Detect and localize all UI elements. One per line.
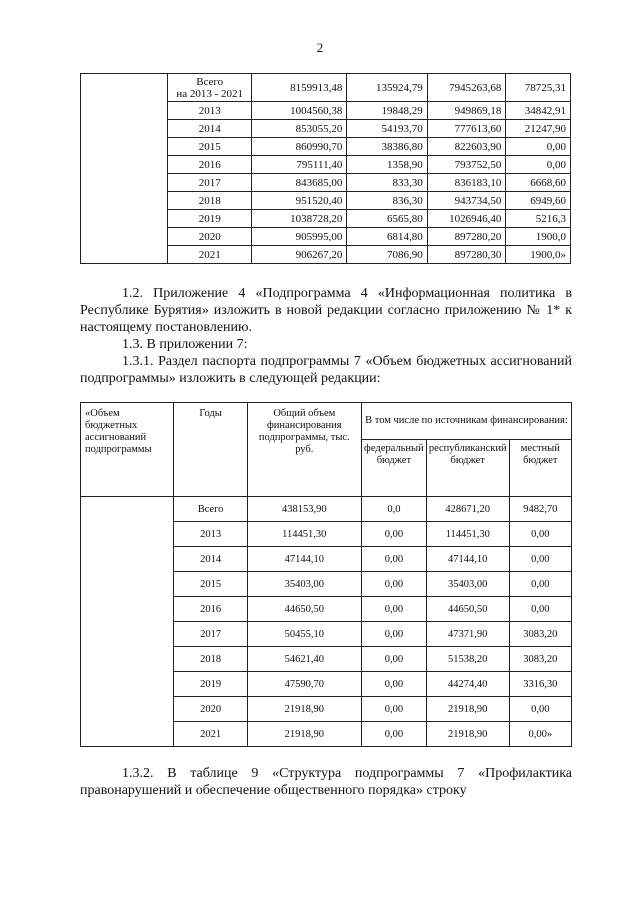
- table1-total-cell: 795111,40: [252, 156, 347, 174]
- table2-republic-cell: 35403,00: [426, 572, 509, 597]
- funding-table-continued: [80, 73, 571, 264]
- table2-total-cell: 21918,90: [247, 697, 361, 722]
- header-republic: республиканский бюджет: [426, 440, 509, 497]
- table1-local-cell: 1900,0: [506, 228, 571, 246]
- table1-total-cell: 8159913,48: [252, 74, 347, 102]
- page-number: 2: [316, 40, 324, 55]
- table1-federal-cell: 135924,79: [347, 74, 427, 102]
- table2-federal-cell: 0,00: [361, 522, 426, 547]
- table2-total-cell: 438153,90: [247, 497, 361, 522]
- paragraph-1-3-1: 1.3.1. Раздел паспорта подпрограммы 7 «Объем бюджетных ассигнований подпрограммы» изложить в следующей редакции:: [80, 354, 572, 386]
- table1-total-cell: 1038728,20: [252, 210, 347, 228]
- table1-local-cell: 1900,0»: [506, 246, 571, 264]
- table1-year-cell: 2020: [168, 228, 252, 246]
- table2-federal-cell: 0,00: [361, 722, 426, 747]
- table1-year-cell: 2016: [168, 156, 252, 174]
- table2-local-cell: 3083,20: [509, 622, 571, 647]
- table1-local-cell: 78725,31: [506, 74, 571, 102]
- table2-federal-cell: 0,00: [361, 672, 426, 697]
- table2-republic-cell: 21918,90: [426, 722, 509, 747]
- table2-total-cell: 54621,40: [247, 647, 361, 672]
- table2-total-cell: 50455,10: [247, 622, 361, 647]
- table2-federal-cell: 0,00: [361, 697, 426, 722]
- table1-year-cell: Всего на 2013 - 2021: [168, 74, 252, 102]
- table2-local-cell: 3316,30: [509, 672, 571, 697]
- table1-republic-cell: 793752,50: [427, 156, 506, 174]
- table2-federal-cell: 0,00: [361, 647, 426, 672]
- table2-republic-cell: 47144,10: [426, 547, 509, 572]
- table1-total-cell: 853055,20: [252, 120, 347, 138]
- table2-republic-cell: 44274,40: [426, 672, 509, 697]
- table2-republic-cell: 51538,20: [426, 647, 509, 672]
- table2-local-cell: 9482,70: [509, 497, 571, 522]
- table1-republic-cell: 777613,60: [427, 120, 506, 138]
- table2-federal-cell: 0,0: [361, 497, 426, 522]
- table1-republic-cell: 7945263,68: [427, 74, 506, 102]
- table2-republic-cell: 44650,50: [426, 597, 509, 622]
- table2-republic-cell: 114451,30: [426, 522, 509, 547]
- header-federal: федеральный бюджет: [361, 440, 426, 497]
- table1-label-cell: [81, 74, 168, 264]
- table1-federal-cell: 7086,90: [347, 246, 427, 264]
- table1-row: [81, 74, 571, 102]
- table2-year-cell: 2016: [174, 597, 247, 622]
- table2-federal-cell: 0,00: [361, 547, 426, 572]
- table1-local-cell: 34842,91: [506, 102, 571, 120]
- table1-total-cell: 905995,00: [252, 228, 347, 246]
- table2-republic-cell: 428671,20: [426, 497, 509, 522]
- table2-total-cell: 21918,90: [247, 722, 361, 747]
- table1-total-cell: 951520,40: [252, 192, 347, 210]
- table2-year-cell: 2021: [174, 722, 247, 747]
- table1-republic-cell: 897280,20: [427, 228, 506, 246]
- table1-republic-cell: 943734,50: [427, 192, 506, 210]
- table1-republic-cell: 949869,18: [427, 102, 506, 120]
- paragraph-1-2: 1.2. Приложение 4 «Подпрограмма 4 «Информационная политика в Республике Бурятия» изложить в новой редакции согласно приложению № 1* к настоящему постановлению.: [80, 286, 572, 335]
- table2-year-cell: 2013: [174, 522, 247, 547]
- table2-total-cell: 35403,00: [247, 572, 361, 597]
- table1-local-cell: 6668,60: [506, 174, 571, 192]
- table2-year-cell: 2017: [174, 622, 247, 647]
- table1-republic-cell: 836183,10: [427, 174, 506, 192]
- table1-local-cell: 5216,3: [506, 210, 571, 228]
- table1-year-cell: 2013: [168, 102, 252, 120]
- table1-year-cell: 2014: [168, 120, 252, 138]
- header-local: местный бюджет: [509, 440, 571, 497]
- table2-year-cell: 2014: [174, 547, 247, 572]
- table1-local-cell: 6949,60: [506, 192, 571, 210]
- table1-federal-cell: 6814,80: [347, 228, 427, 246]
- paragraph-1-3: 1.3. В приложении 7:: [122, 337, 248, 352]
- table2-federal-cell: 0,00: [361, 597, 426, 622]
- table2-total-cell: 47590,70: [247, 672, 361, 697]
- table2-label-cell: [81, 497, 174, 747]
- table1-republic-cell: 1026946,40: [427, 210, 506, 228]
- table1-year-cell: 2017: [168, 174, 252, 192]
- table1-federal-cell: 833,30: [347, 174, 427, 192]
- table2-year-cell: 2019: [174, 672, 247, 697]
- table2-total-cell: 44650,50: [247, 597, 361, 622]
- table2-federal-cell: 0,00: [361, 572, 426, 597]
- table1-year-cell: 2015: [168, 138, 252, 156]
- table2-year-cell: 2020: [174, 697, 247, 722]
- table2-local-cell: 0,00: [509, 597, 571, 622]
- table2-total-cell: 47144,10: [247, 547, 361, 572]
- table2-total-cell: 114451,30: [247, 522, 361, 547]
- table1-local-cell: 0,00: [506, 138, 571, 156]
- table2-local-cell: 0,00: [509, 522, 571, 547]
- paragraph-1-3-2: 1.3.2. В таблице 9 «Структура подпрограммы 7 «Профилактика правонарушений и обеспечение общественного порядка» строку: [80, 766, 572, 798]
- table1-total-cell: 843685,00: [252, 174, 347, 192]
- table2-year-cell: Всего: [174, 497, 247, 522]
- table1-federal-cell: 1358,90: [347, 156, 427, 174]
- table2-local-cell: 0,00»: [509, 722, 571, 747]
- table2-year-cell: 2015: [174, 572, 247, 597]
- table1-federal-cell: 38386,80: [347, 138, 427, 156]
- table1-year-cell: 2021: [168, 246, 252, 264]
- table1-federal-cell: 19848,29: [347, 102, 427, 120]
- table2-federal-cell: 0,00: [361, 622, 426, 647]
- table1-federal-cell: 54193,70: [347, 120, 427, 138]
- table2-republic-cell: 47371,90: [426, 622, 509, 647]
- table2-local-cell: 0,00: [509, 697, 571, 722]
- header-label: «Объем бюджетных ассигнований подпрограммы: [81, 403, 174, 497]
- table1-year-cell: 2018: [168, 192, 252, 210]
- table1-republic-cell: 822603,90: [427, 138, 506, 156]
- header-years: Годы: [174, 403, 247, 497]
- table1-local-cell: 0,00: [506, 156, 571, 174]
- table1-republic-cell: 897280,30: [427, 246, 506, 264]
- table2-local-cell: 3083,20: [509, 647, 571, 672]
- table2-local-cell: 0,00: [509, 547, 571, 572]
- table2-year-cell: 2018: [174, 647, 247, 672]
- table1-federal-cell: 836,30: [347, 192, 427, 210]
- table1-federal-cell: 6565,80: [347, 210, 427, 228]
- table2-row: [81, 497, 572, 522]
- table1-total-cell: 906267,20: [252, 246, 347, 264]
- table1-total-cell: 1004560,38: [252, 102, 347, 120]
- header-sources: В том числе по источникам финансирования:: [361, 403, 571, 440]
- table2-local-cell: 0,00: [509, 572, 571, 597]
- header-total: Общий объем финансирования подпрограммы, тыс. руб.: [247, 403, 361, 497]
- table1-year-cell: 2019: [168, 210, 252, 228]
- table1-total-cell: 860990,70: [252, 138, 347, 156]
- table1-local-cell: 21247,90: [506, 120, 571, 138]
- table2-republic-cell: 21918,90: [426, 697, 509, 722]
- subprogram-7-funding-table: [80, 402, 572, 747]
